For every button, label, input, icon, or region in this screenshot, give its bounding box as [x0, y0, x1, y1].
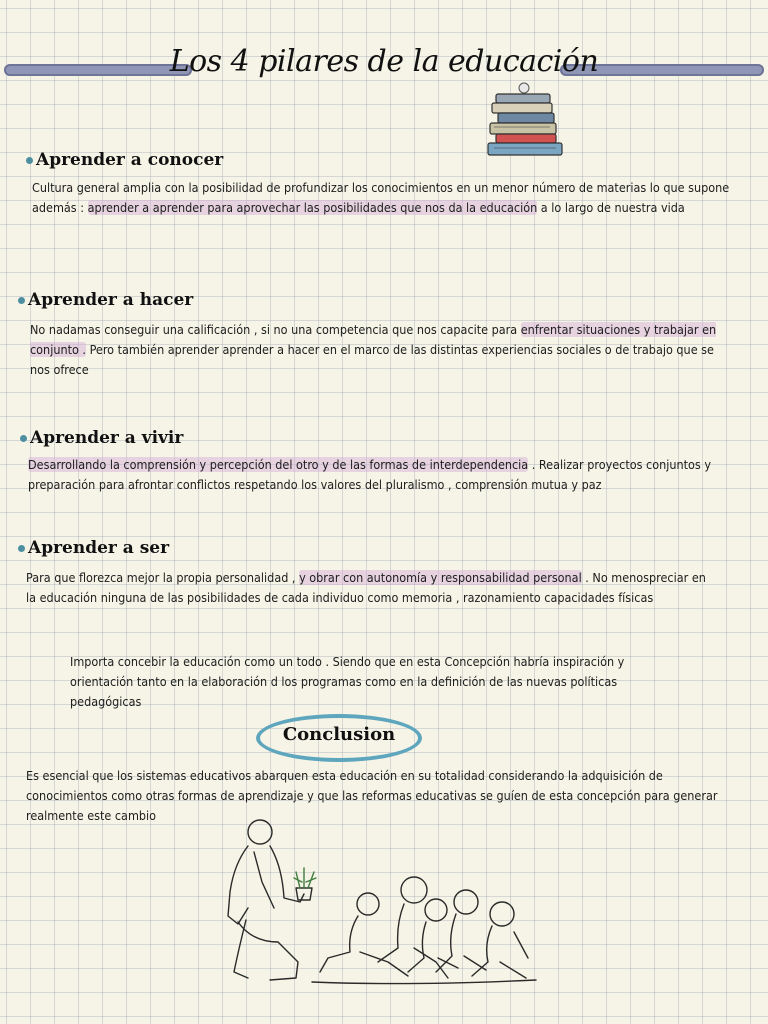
page-title: Los 4 pilares de la educación [169, 44, 599, 79]
teacher-students-illustration [208, 812, 548, 988]
paragraph-aprender-a-hacer: No nadamas conseguir una calificación , si no una competencia que nos capacite para enfrentar situaciones y trabajar en conjunto . Pero también aprender aprender a hacer en el marco de las distintas experiencias sociales o de trabajo que se nos ofrece [30, 322, 717, 377]
highlight: Desarrollando la comprensión y percepción del otro y de las formas de interdependencia [28, 457, 529, 472]
heading-aprender-a-vivir: Aprender a vivir [20, 428, 183, 448]
bullet-dot [18, 297, 25, 304]
heading-aprender-a-ser: Aprender a ser [18, 538, 169, 558]
conclusion-paragraph: Es esencial que los sistemas educativos abarquen esta educación en su totalidad considerando la adquisición de conocimientos como otras formas de aprendizaje y que las reformas educativas se guíen de esta concepción para generar realmente este cambio [26, 768, 718, 823]
conclusion-heading: Conclusion [282, 724, 396, 745]
heading-aprender-a-hacer: Aprender a hacer [18, 290, 193, 310]
book-stack-icon [486, 82, 566, 168]
highlight: enfrentar situaciones y trabajar en conjunto . [30, 322, 717, 357]
summary-paragraph: Importa concebir la educación como un todo . Siendo que en esta Concepción habría inspiración y orientación tanto en la elaboración d los programas como en la definición de las nuevas políticas pedagógicas [70, 654, 625, 709]
heading-aprender-a-conocer: Aprender a conocer [26, 150, 223, 170]
paragraph-aprender-a-ser: Para que florezca mejor la propia personalidad , y obrar con autonomía y responsabilidad personal . No menospreciar en la educación ninguna de las posibilidades de cada individuo como memoria , razonamiento capacidades físicas [26, 570, 706, 605]
paragraph-aprender-a-conocer: Cultura general amplia con la posibilidad de profundizar los conocimientos en un menor número de materias lo que supone además : aprender a aprender para aprovechar las posibilidades que nos da la educación a lo largo de nuestra vida [32, 180, 730, 215]
highlight: y obrar con autonomía y responsabilidad personal [299, 570, 582, 585]
bullet-dot [18, 545, 25, 552]
bullet-dot [26, 157, 33, 164]
bullet-dot [20, 435, 27, 442]
paragraph-aprender-a-vivir: Desarrollando la comprensión y percepción del otro y de las formas de interdependencia . Realizar proyectos conjuntos y preparación para afrontar conflictos respetando los valores del pluralismo , comprensión mutua y paz [28, 457, 711, 492]
conclusion-badge [256, 714, 422, 760]
highlight: aprender a aprender para aprovechar las posibilidades que nos da la educación [87, 200, 538, 215]
